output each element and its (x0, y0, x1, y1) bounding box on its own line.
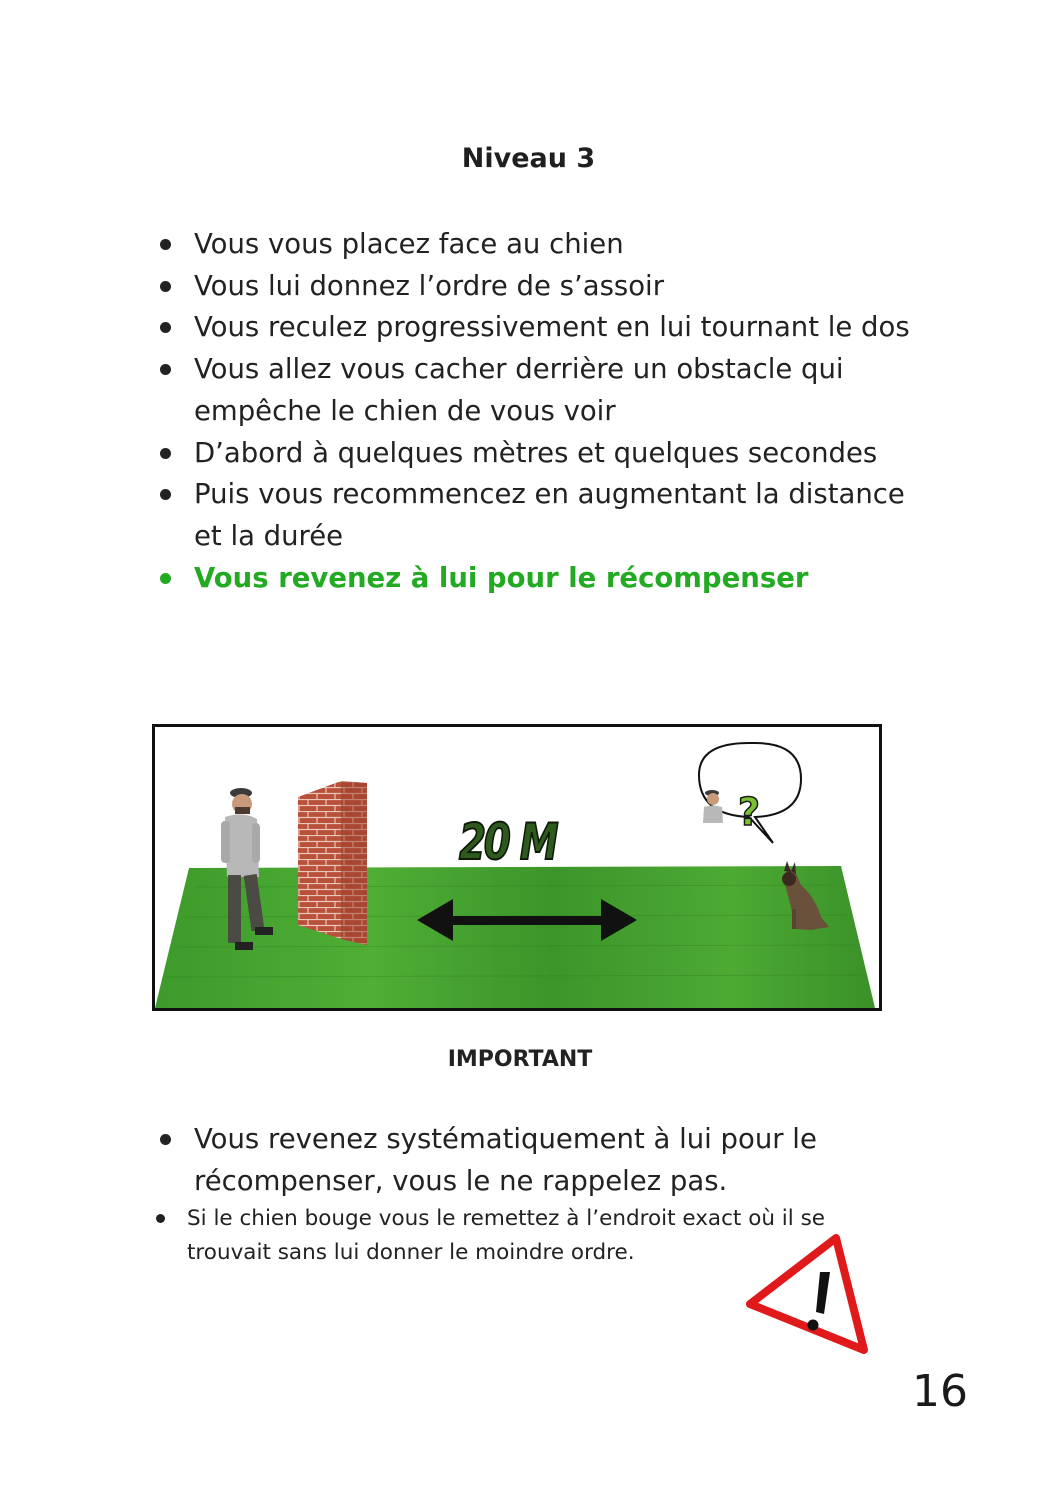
list-item: Si le chien bouge vous le remettez à l’endroit exact où il se trouvait sans lui donner le moindre ordre. (152, 1202, 912, 1270)
list-item: Vous lui donnez l’ordre de s’assoir (158, 266, 918, 308)
list-item: Puis vous recommencez en augmentant la distance et la durée (158, 474, 918, 557)
important-heading: IMPORTANT (447, 1047, 593, 1072)
list-item: Vous allez vous cacher derrière un obstacle qui empêche le chien de vous voir (158, 349, 918, 432)
question-mark: ? (738, 790, 761, 834)
distance-label: 20 M (459, 813, 557, 871)
section-title: Niveau 3 (461, 143, 596, 174)
page-number: 16 (912, 1366, 968, 1417)
important-list (158, 1119, 918, 1202)
training-illustration (152, 724, 882, 1011)
list-item: Vous vous placez face au chien (158, 224, 918, 266)
steps-list (158, 224, 918, 599)
thought-bubble (699, 743, 801, 843)
list-item: Vous reculez progressivement en lui tournant le dos (158, 307, 918, 349)
list-item: Vous revenez systématiquement à lui pour le récompenser, vous le ne rappelez pas. (158, 1119, 918, 1202)
grass-field (155, 866, 875, 1008)
highlighted-list-item: Vous revenez à lui pour le récompenser (158, 558, 918, 600)
warning-triangle-icon (742, 1232, 872, 1358)
list-item: D’abord à quelques mètres et quelques secondes (158, 433, 918, 475)
